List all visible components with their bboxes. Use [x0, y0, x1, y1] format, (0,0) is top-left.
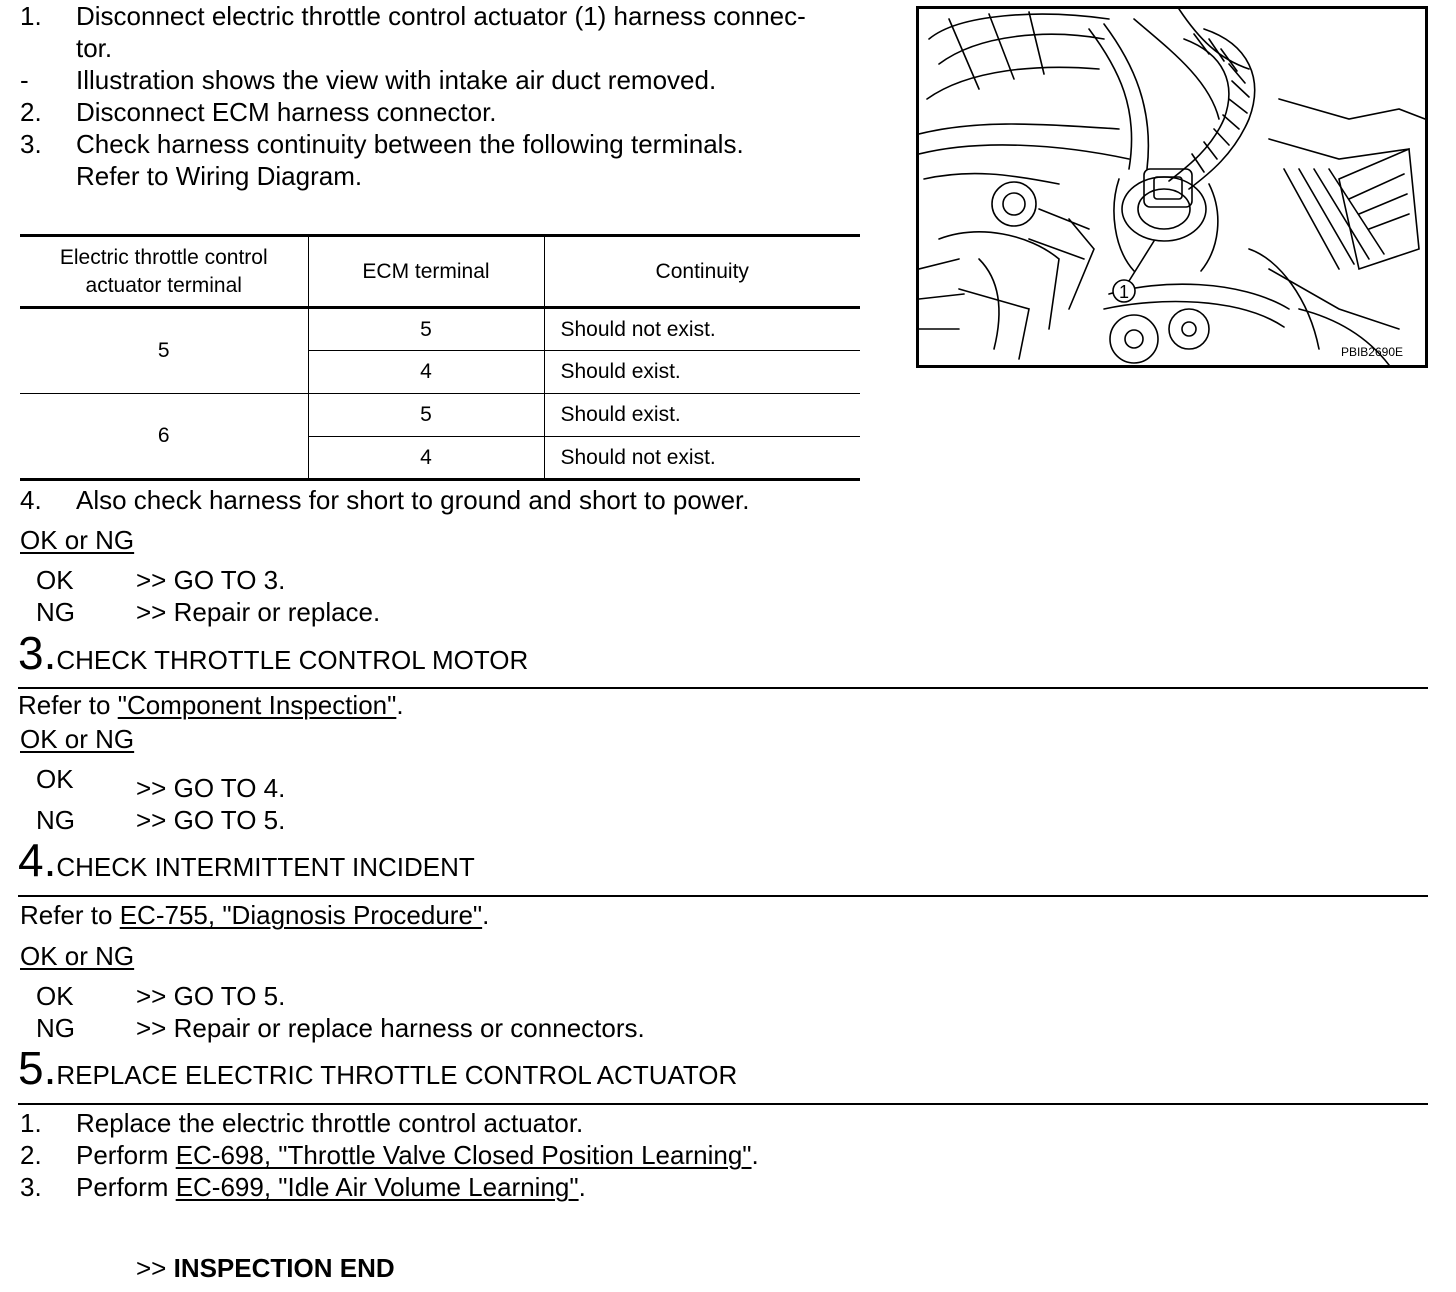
- inspection-end: >> INSPECTION END: [136, 1253, 395, 1283]
- section-title: REPLACE ELECTRIC THROTTLE CONTROL ACTUATOR: [56, 1060, 738, 1090]
- step-1: [20, 0, 900, 32]
- section-5-steps: [20, 1107, 900, 1203]
- step-3: [20, 128, 900, 160]
- section-3-heading: [18, 628, 528, 685]
- section-4-heading: [18, 835, 475, 892]
- result-ok: [36, 980, 285, 1012]
- table-row: [20, 394, 860, 437]
- section-divider: [18, 895, 1428, 897]
- ok-or-ng-link[interactable]: OK or NG: [20, 724, 135, 754]
- result-action: >> GO TO 5.: [136, 981, 286, 1011]
- continuity-cell: Should not exist.: [544, 437, 860, 480]
- step-text: Illustration shows the view with intake air duct removed.: [76, 65, 717, 95]
- step-text: Replace the electric throttle control actuator.: [76, 1108, 584, 1138]
- section-number: 4.: [18, 834, 57, 886]
- table-row: [20, 308, 860, 351]
- result-ng: [36, 804, 285, 836]
- section-title: CHECK INTERMITTENT INCIDENT: [56, 852, 475, 882]
- step-text: Disconnect ECM harness connector.: [76, 97, 497, 127]
- result-key: NG: [36, 805, 75, 835]
- result-key: OK: [36, 981, 74, 1011]
- step-text: Check harness continuity between the following terminals.: [76, 129, 744, 159]
- step-text: Perform EC-698, "Throttle Valve Closed Position Learning".: [76, 1140, 759, 1170]
- ecm-terminal-cell: 5: [308, 394, 544, 437]
- col-header-continuity: Continuity: [544, 236, 860, 308]
- ok-or-ng-link[interactable]: OK or NG: [20, 941, 135, 971]
- result-key: OK: [36, 565, 74, 595]
- result-action: >> Repair or replace harness or connectors.: [136, 1013, 645, 1043]
- figure-code: PBIB2690E: [1340, 345, 1403, 359]
- actuator-terminal-cell: 6: [20, 394, 308, 480]
- step-number: 2.: [20, 1140, 42, 1170]
- engine-illustration: [916, 6, 1428, 368]
- section-5-heading: [18, 1043, 737, 1100]
- step-number: 4.: [20, 485, 42, 515]
- step-2: [20, 1139, 900, 1171]
- step-2: [20, 96, 900, 128]
- step-number: 1.: [20, 1, 42, 31]
- table-header-row: [20, 236, 860, 308]
- step-text: Also check harness for short to ground and short to power.: [76, 485, 750, 515]
- continuity-cell: Should exist.: [544, 351, 860, 394]
- top-steps-list: [20, 0, 900, 192]
- result-ok: [36, 763, 286, 803]
- component-inspection-link[interactable]: "Component Inspection": [117, 690, 397, 720]
- continuity-table: [20, 234, 860, 481]
- continuity-cell: Should not exist.: [544, 308, 860, 351]
- step-1: [20, 1107, 900, 1139]
- step-4: [20, 484, 900, 516]
- result-ng: [36, 1012, 645, 1044]
- step-text: Perform EC-699, "Idle Air Volume Learning".: [76, 1172, 586, 1202]
- result-key: OK: [36, 764, 74, 794]
- step-note: [20, 64, 900, 96]
- section-number: 3.: [18, 627, 57, 679]
- ok-or-ng-link[interactable]: OK or NG: [20, 525, 135, 555]
- step-text: tor.: [76, 33, 113, 63]
- ecm-terminal-cell: 4: [308, 351, 544, 394]
- result-key: NG: [36, 1013, 75, 1043]
- result-action: >> GO TO 3.: [136, 565, 286, 595]
- result-key: NG: [36, 597, 75, 627]
- step-text: Refer to Wiring Diagram.: [76, 161, 363, 191]
- idle-air-volume-learning-link[interactable]: EC-699, "Idle Air Volume Learning": [175, 1172, 579, 1202]
- step-text: Disconnect electric throttle control actuator (1) harness connec-: [76, 1, 806, 31]
- step-3-continued: [20, 160, 900, 192]
- step-1-continued: [20, 32, 900, 64]
- result-ok: [36, 564, 285, 596]
- section-number: 5.: [18, 1042, 57, 1094]
- step-number: -: [20, 65, 29, 95]
- result-action: >> GO TO 4.: [136, 773, 286, 803]
- engine-line-drawing: [919, 9, 1425, 365]
- step-number: 1.: [20, 1108, 42, 1138]
- callout-label: 1: [1118, 282, 1130, 302]
- section-3-reference: Refer to "Component Inspection".: [18, 690, 404, 720]
- inspection-end-label: INSPECTION END: [173, 1253, 395, 1283]
- closed-position-learning-link[interactable]: EC-698, "Throttle Valve Closed Position Learning": [175, 1140, 752, 1170]
- step-number: 3.: [20, 1172, 42, 1202]
- step-number: 2.: [20, 97, 42, 127]
- step-number: 3.: [20, 129, 42, 159]
- result-ng: [36, 596, 380, 628]
- ecm-terminal-cell: 5: [308, 308, 544, 351]
- result-action: >> Repair or replace.: [136, 597, 381, 627]
- section-divider: [18, 1103, 1428, 1105]
- actuator-terminal-cell: 5: [20, 308, 308, 394]
- diagnosis-procedure-link[interactable]: EC-755, "Diagnosis Procedure": [119, 900, 483, 930]
- section-title: CHECK THROTTLE CONTROL MOTOR: [56, 645, 529, 675]
- ecm-terminal-cell: 4: [308, 437, 544, 480]
- section-4-reference: Refer to EC-755, "Diagnosis Procedure".: [20, 900, 490, 930]
- col-header-ecm-terminal: ECM terminal: [308, 236, 544, 308]
- continuity-cell: Should exist.: [544, 394, 860, 437]
- step-3: [20, 1171, 900, 1203]
- result-action: >> GO TO 5.: [136, 805, 286, 835]
- col-header-actuator-terminal: Electric throttle control actuator terminal: [20, 236, 308, 308]
